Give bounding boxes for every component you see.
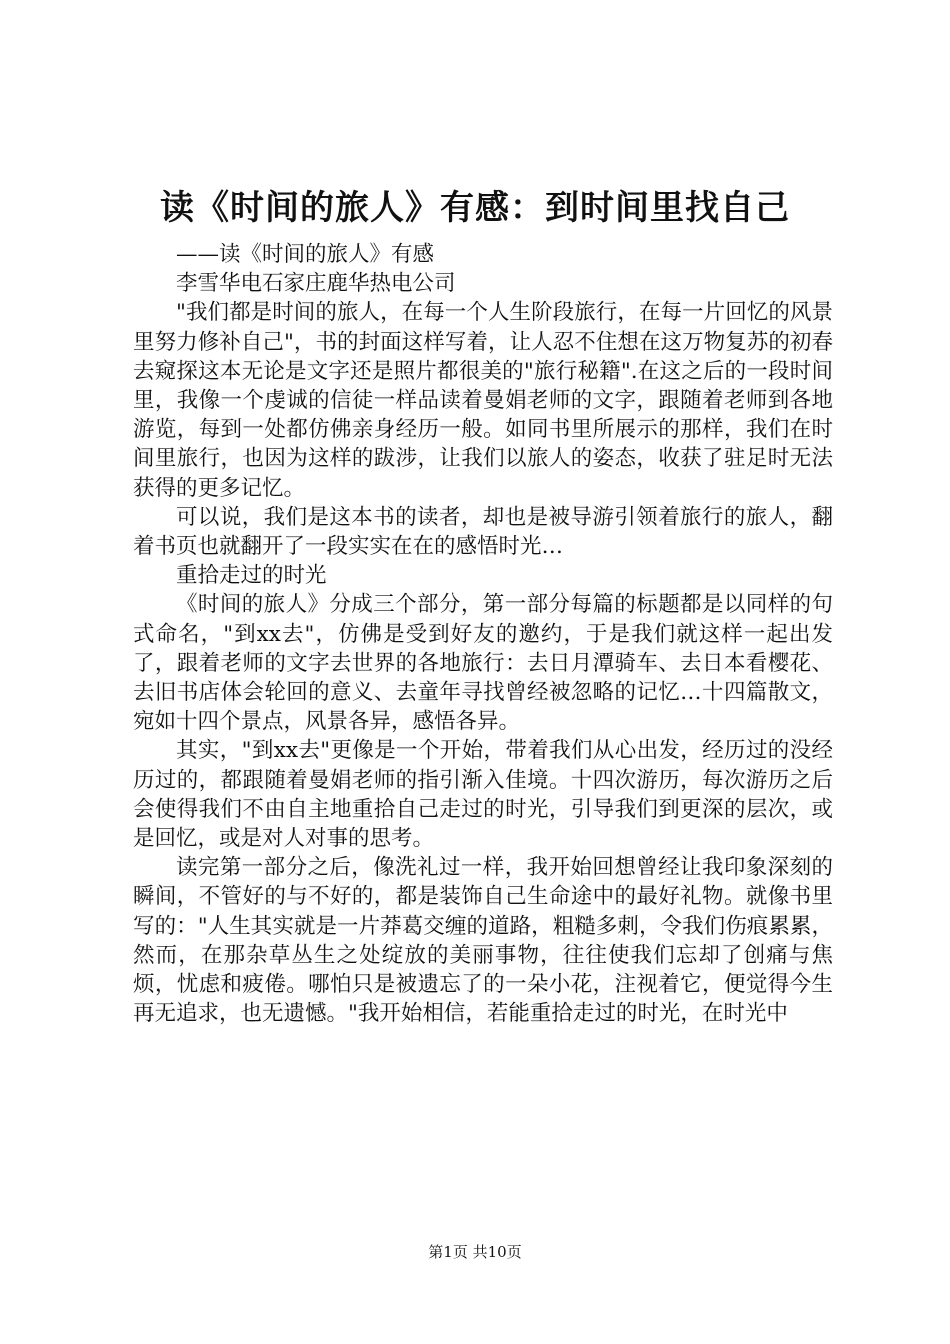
body-paragraph: 读完第一部分之后，像洗礼过一样，我开始回想曾经让我印象深刻的瞬间，不管好的与不好的，都是装饰自己生命途中的最好礼物。就像书里写的："人生其实就是一片莽葛交缠的道路，粗糙多刺，令我们伤痕累累，然而，在那杂草丛生之处绽放的美丽事物，往往使我们忘却了创痛与焦烦，忧虑和疲倦。哪怕只是被遗忘了的一朵小花，注视着它，便觉得今生再无追求，也无遗憾。"我开始相信，若能重拾走过的时光，在时光中 bbox=[133, 855, 833, 1027]
body-paragraph: 其实，"到xx去"更像是一个开始，带着我们从心出发，经历过的没经历过的，都跟随着曼娟老师的指引渐入佳境。十四次游历，每次游历之后会使得我们不由自主地重拾自己走过的时光，引导我们到更深的层次，或是回忆，或是对人对事的思考。 bbox=[133, 738, 833, 852]
document-body bbox=[133, 240, 833, 1028]
subtitle: ——读《时间的旅人》有感 bbox=[176, 242, 435, 267]
body-paragraph: "我们都是时间的旅人，在每一个人生阶段旅行，在每一片回忆的风景里努力修补自己"，书的封面这样写着，让人忍不住想在这万物复苏的初春去窥探这本无论是文字还是照片都很美的"旅行秘籍".在这之后的一段时间里，我像一个虔诚的信徒一样品读着曼娟老师的文字，跟随着老师到各地游览，每到一处都仿佛亲身经历一般。如同书里所展示的那样，我们在时间里旅行，也因为这样的跋涉，让我们以旅人的姿态，收获了驻足时无法获得的更多记忆。 bbox=[133, 300, 833, 501]
document-title: 读《时间的旅人》有感：到时间里找自己 bbox=[160, 188, 790, 228]
body-paragraph: 可以说，我们是这本书的读者，却也是被导游引领着旅行的旅人，翻着书页也就翻开了一段实实在在的感悟时光… bbox=[133, 504, 833, 560]
body-paragraph: 《时间的旅人》分成三个部分，第一部分每篇的标题都是以同样的句式命名，"到xx去"，仿佛是受到好友的邀约，于是我们就这样一起出发了，跟着老师的文字去世界的各地旅行：去日月潭骑车、去日本看樱花、去旧书店体会轮回的意义、去童年寻找曾经被忽略的记忆…十四篇散文，宛如十四个景点，风景各异，感悟各异。 bbox=[133, 592, 833, 735]
author-line: 李雪华电石家庄鹿华热电公司 bbox=[176, 271, 456, 297]
section-heading: 重拾走过的时光 bbox=[176, 563, 327, 589]
page-number: 第1页 共10页 bbox=[428, 1243, 522, 1261]
